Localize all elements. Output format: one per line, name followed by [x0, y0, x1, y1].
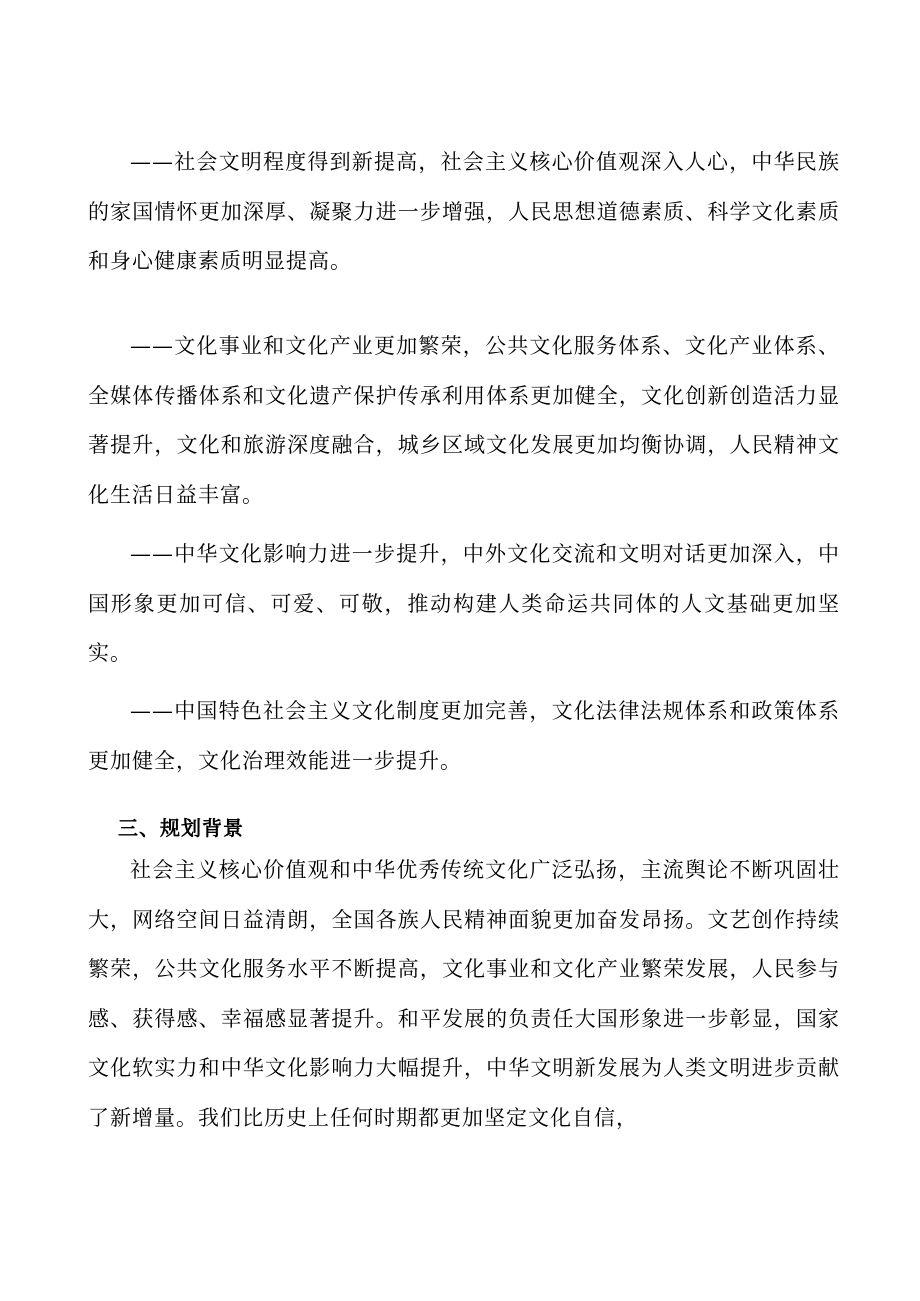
- paragraph-planning-background: 社会主义核心价值观和中华优秀传统文化广泛弘扬，主流舆论不断巩固壮大，网络空间日益清朗，全国各族人民精神面貌更加奋发昂扬。文艺创作持续繁荣，公共文化服务水平不断提高，文化事业和文化产业繁荣发展，人民参与感、获得感、幸福感显著提升。和平发展的负责任大国形象进一步彰显，国家文化软实力和中华文化影响力大幅提升，中华文明新发展为人类文明进步贡献了新增量。我们比历史上任何时期都更加坚定文化自信，: [88, 858, 840, 1130]
- section-heading: 三、规划背景: [118, 816, 244, 840]
- paragraph-cultural-system: ——中国特色社会主义文化制度更加完善，文化法律法规体系和政策体系更加健全，文化治理效能进一步提升。: [88, 699, 840, 773]
- paragraph-social-civilization: ——社会文明程度得到新提高，社会主义核心价值观深入人心，中华民族的家国情怀更加深厚、凝聚力进一步增强，人民思想道德素质、科学文化素质和身心健康素质明显提高。: [88, 150, 840, 273]
- paragraph-cultural-industry: ——文化事业和文化产业更加繁荣，公共文化服务体系、文化产业体系、全媒体传播体系和文化遗产保护传承利用体系更加健全，文化创新创造活力显著提升，文化和旅游深度融合，城乡区域文化发展更加均衡协调，人民精神文化生活日益丰富。: [88, 334, 840, 507]
- paragraph-cultural-influence: ——中华文化影响力进一步提升，中外文化交流和文明对话更加深入，中国形象更加可信、可爱、可敬，推动构建人类命运共同体的人文基础更加坚实。: [88, 542, 840, 665]
